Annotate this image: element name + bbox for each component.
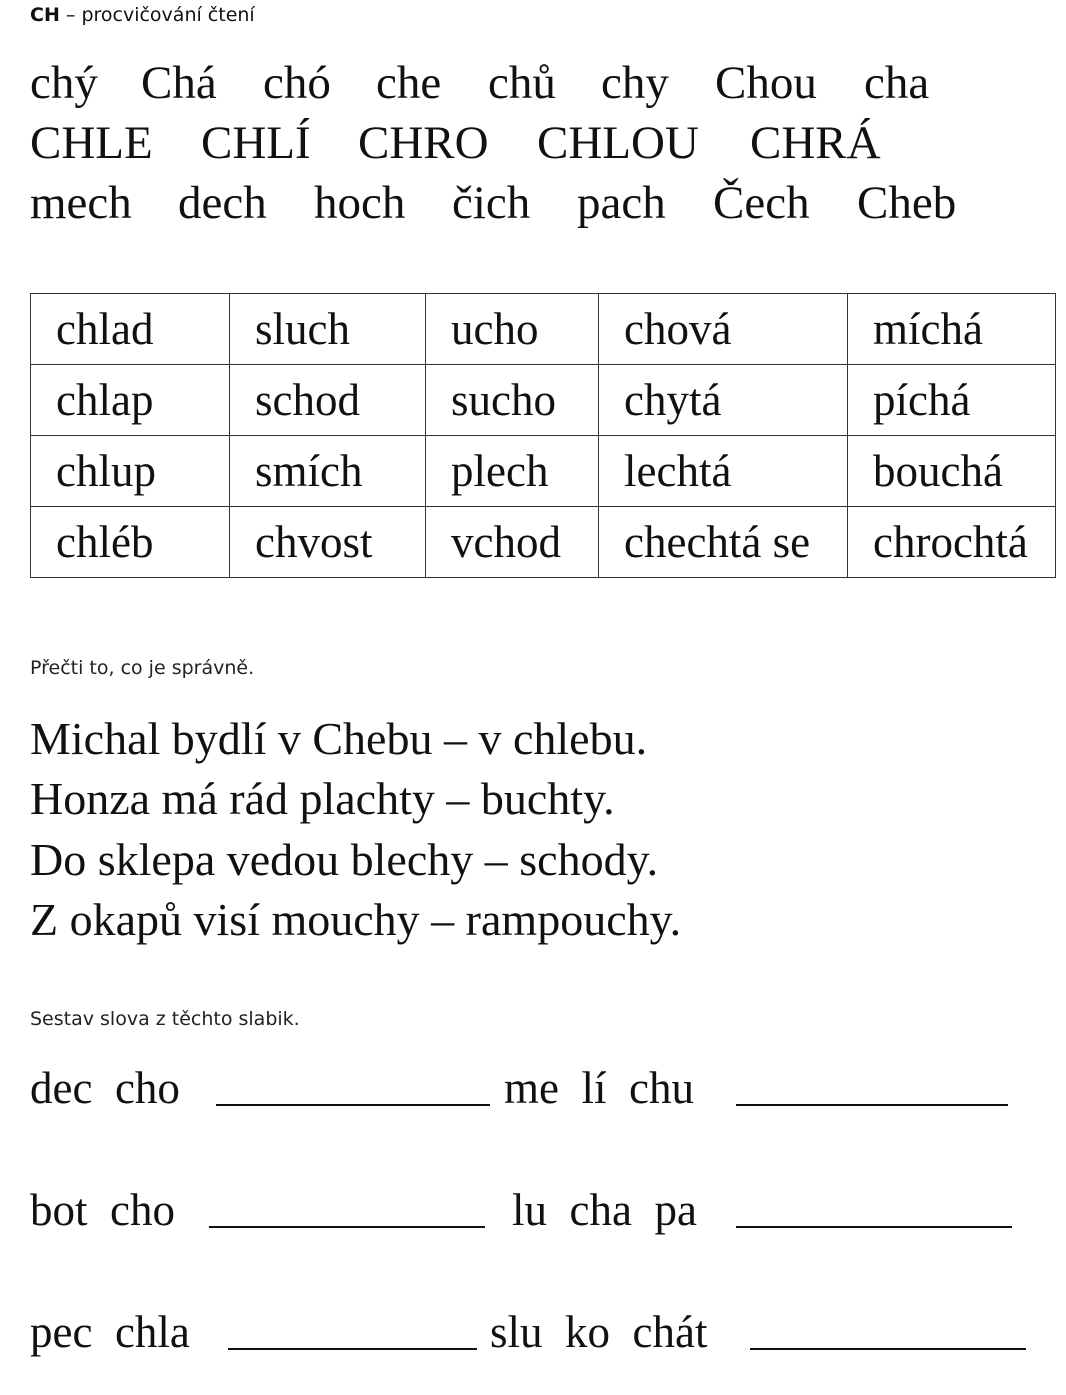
sentence-3: Do sklepa vedou blechy – schody. xyxy=(30,834,659,885)
syllable: CHRO xyxy=(358,117,489,169)
syllable: mech xyxy=(30,177,132,229)
answer-blank[interactable] xyxy=(736,1104,1008,1106)
instruction-read: Přečti to, co je správně. xyxy=(30,657,255,679)
syllable: cha xyxy=(864,57,930,109)
syllable: hoch xyxy=(314,177,406,229)
table-cell: ucho xyxy=(426,294,599,365)
table-cell: sucho xyxy=(426,365,599,436)
table-cell: píchá xyxy=(848,365,1056,436)
syllable: chó xyxy=(263,57,331,109)
syllables-right-3: slu ko chát xyxy=(490,1307,708,1357)
syllables-right-1: me lí chu xyxy=(504,1063,694,1113)
table-cell: chlup xyxy=(31,436,230,507)
answer-blank[interactable] xyxy=(736,1226,1012,1228)
title-text: – procvičování čtení xyxy=(59,4,255,26)
table-row xyxy=(31,365,1056,436)
table-row xyxy=(31,294,1056,365)
sentence-1: Michal bydlí v Chebu – v chlebu. xyxy=(30,713,648,764)
syllable: Čech xyxy=(713,177,810,229)
syllables-left-3: pec chla xyxy=(30,1307,190,1357)
table-cell: chrochtá xyxy=(848,507,1056,578)
table-cell: sluch xyxy=(230,294,426,365)
table-cell: chová xyxy=(599,294,848,365)
syllable: čich xyxy=(452,177,531,229)
table-cell: vchod xyxy=(426,507,599,578)
table-cell: lechtá xyxy=(599,436,848,507)
instruction-build: Sestav slova z těchto slabik. xyxy=(30,1008,300,1030)
syllable: dech xyxy=(178,177,267,229)
syllable: chy xyxy=(601,57,669,109)
syllable: chů xyxy=(488,57,556,109)
syllable: chý xyxy=(30,57,98,109)
answer-blank[interactable] xyxy=(228,1348,477,1350)
table-cell: smích xyxy=(230,436,426,507)
syllable: Cheb xyxy=(857,177,957,229)
syllable: CHLE xyxy=(30,117,153,169)
syllable: Chou xyxy=(715,57,817,109)
table-cell: chlad xyxy=(31,294,230,365)
answer-blank[interactable] xyxy=(750,1348,1026,1350)
syllable: CHLOU xyxy=(537,117,699,169)
table-row xyxy=(31,436,1056,507)
table-cell: chvost xyxy=(230,507,426,578)
table-cell: míchá xyxy=(848,294,1056,365)
table-cell: chlap xyxy=(31,365,230,436)
syllable: che xyxy=(376,57,442,109)
worksheet-title xyxy=(30,4,255,26)
sentence-4: Z okapů visí mouchy – rampouchy. xyxy=(30,894,682,945)
answer-blank[interactable] xyxy=(216,1104,490,1106)
table-cell: bouchá xyxy=(848,436,1056,507)
syllable: CHLÍ xyxy=(201,117,311,169)
table-cell: chechtá se xyxy=(599,507,848,578)
answer-blank[interactable] xyxy=(209,1226,485,1228)
syllable: Chá xyxy=(141,57,217,109)
syllables-left-2: bot cho xyxy=(30,1185,175,1235)
title-letters: CH xyxy=(30,4,60,26)
syllable: pach xyxy=(577,177,666,229)
table-cell: chléb xyxy=(31,507,230,578)
syllable: CHRÁ xyxy=(750,117,881,169)
table-cell: chytá xyxy=(599,365,848,436)
syllables-left-1: dec cho xyxy=(30,1063,180,1113)
word-table xyxy=(30,293,1056,578)
table-cell: schod xyxy=(230,365,426,436)
syllables-right-2: lu cha pa xyxy=(512,1185,697,1235)
table-row xyxy=(31,507,1056,578)
sentence-2: Honza má rád plachty – buchty. xyxy=(30,773,615,824)
table-cell: plech xyxy=(426,436,599,507)
